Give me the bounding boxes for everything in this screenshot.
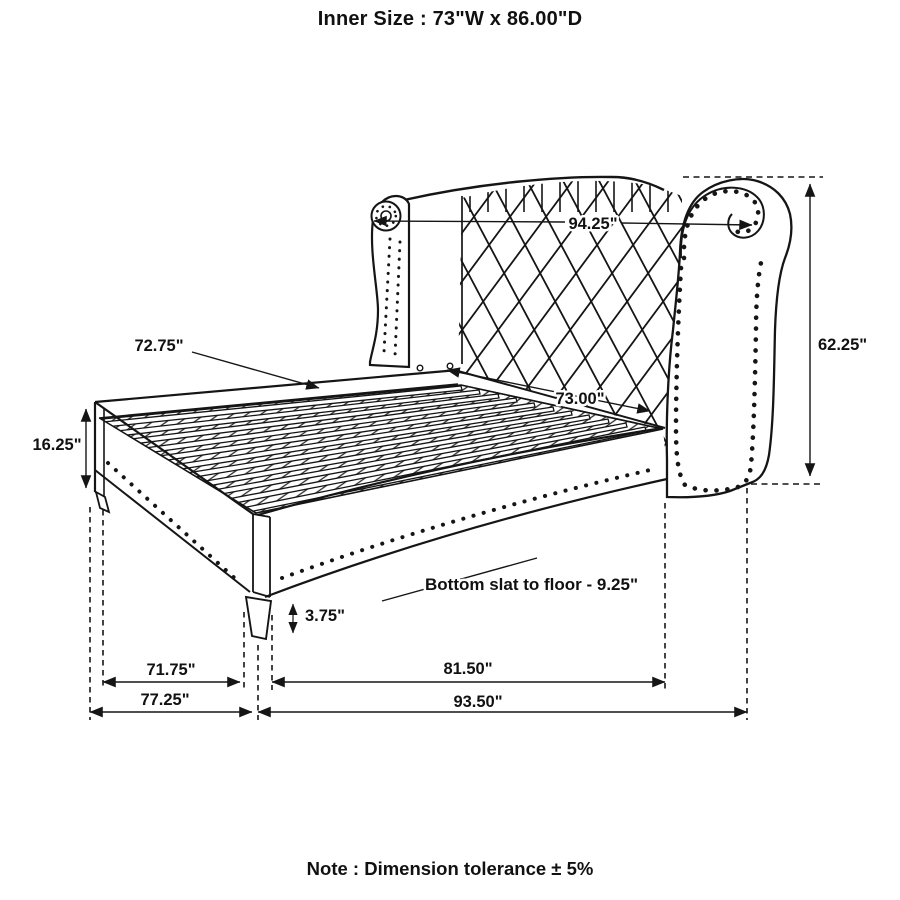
dim-label-bottom-slat: Bottom slat to floor - 9.25" [425,575,639,594]
tolerance-note: Note : Dimension tolerance ± 5% [306,858,594,879]
dim-label-side-rail-length: 81.50" [443,660,493,678]
headboard-right-wing [667,179,792,497]
page-title: Inner Size : 73"W x 86.00"D [317,8,583,30]
dim-label-overall-length: 93.50" [453,693,503,711]
dim-label-foot-leg-height: 3.75" [305,607,345,625]
dim-label-foot-width-overall: 77.25" [140,691,190,709]
dim-label-rail-height: 16.25" [32,436,82,454]
dim-label-headboard-height: 62.25" [818,336,868,354]
dim-label-inner-width: 73.00" [555,390,605,408]
dim-label-foot-width-inner: 71.75" [146,661,196,679]
dim-label-slat-length: 72.75" [134,337,184,355]
dim-label-headboard-width: 94.25" [568,215,618,233]
